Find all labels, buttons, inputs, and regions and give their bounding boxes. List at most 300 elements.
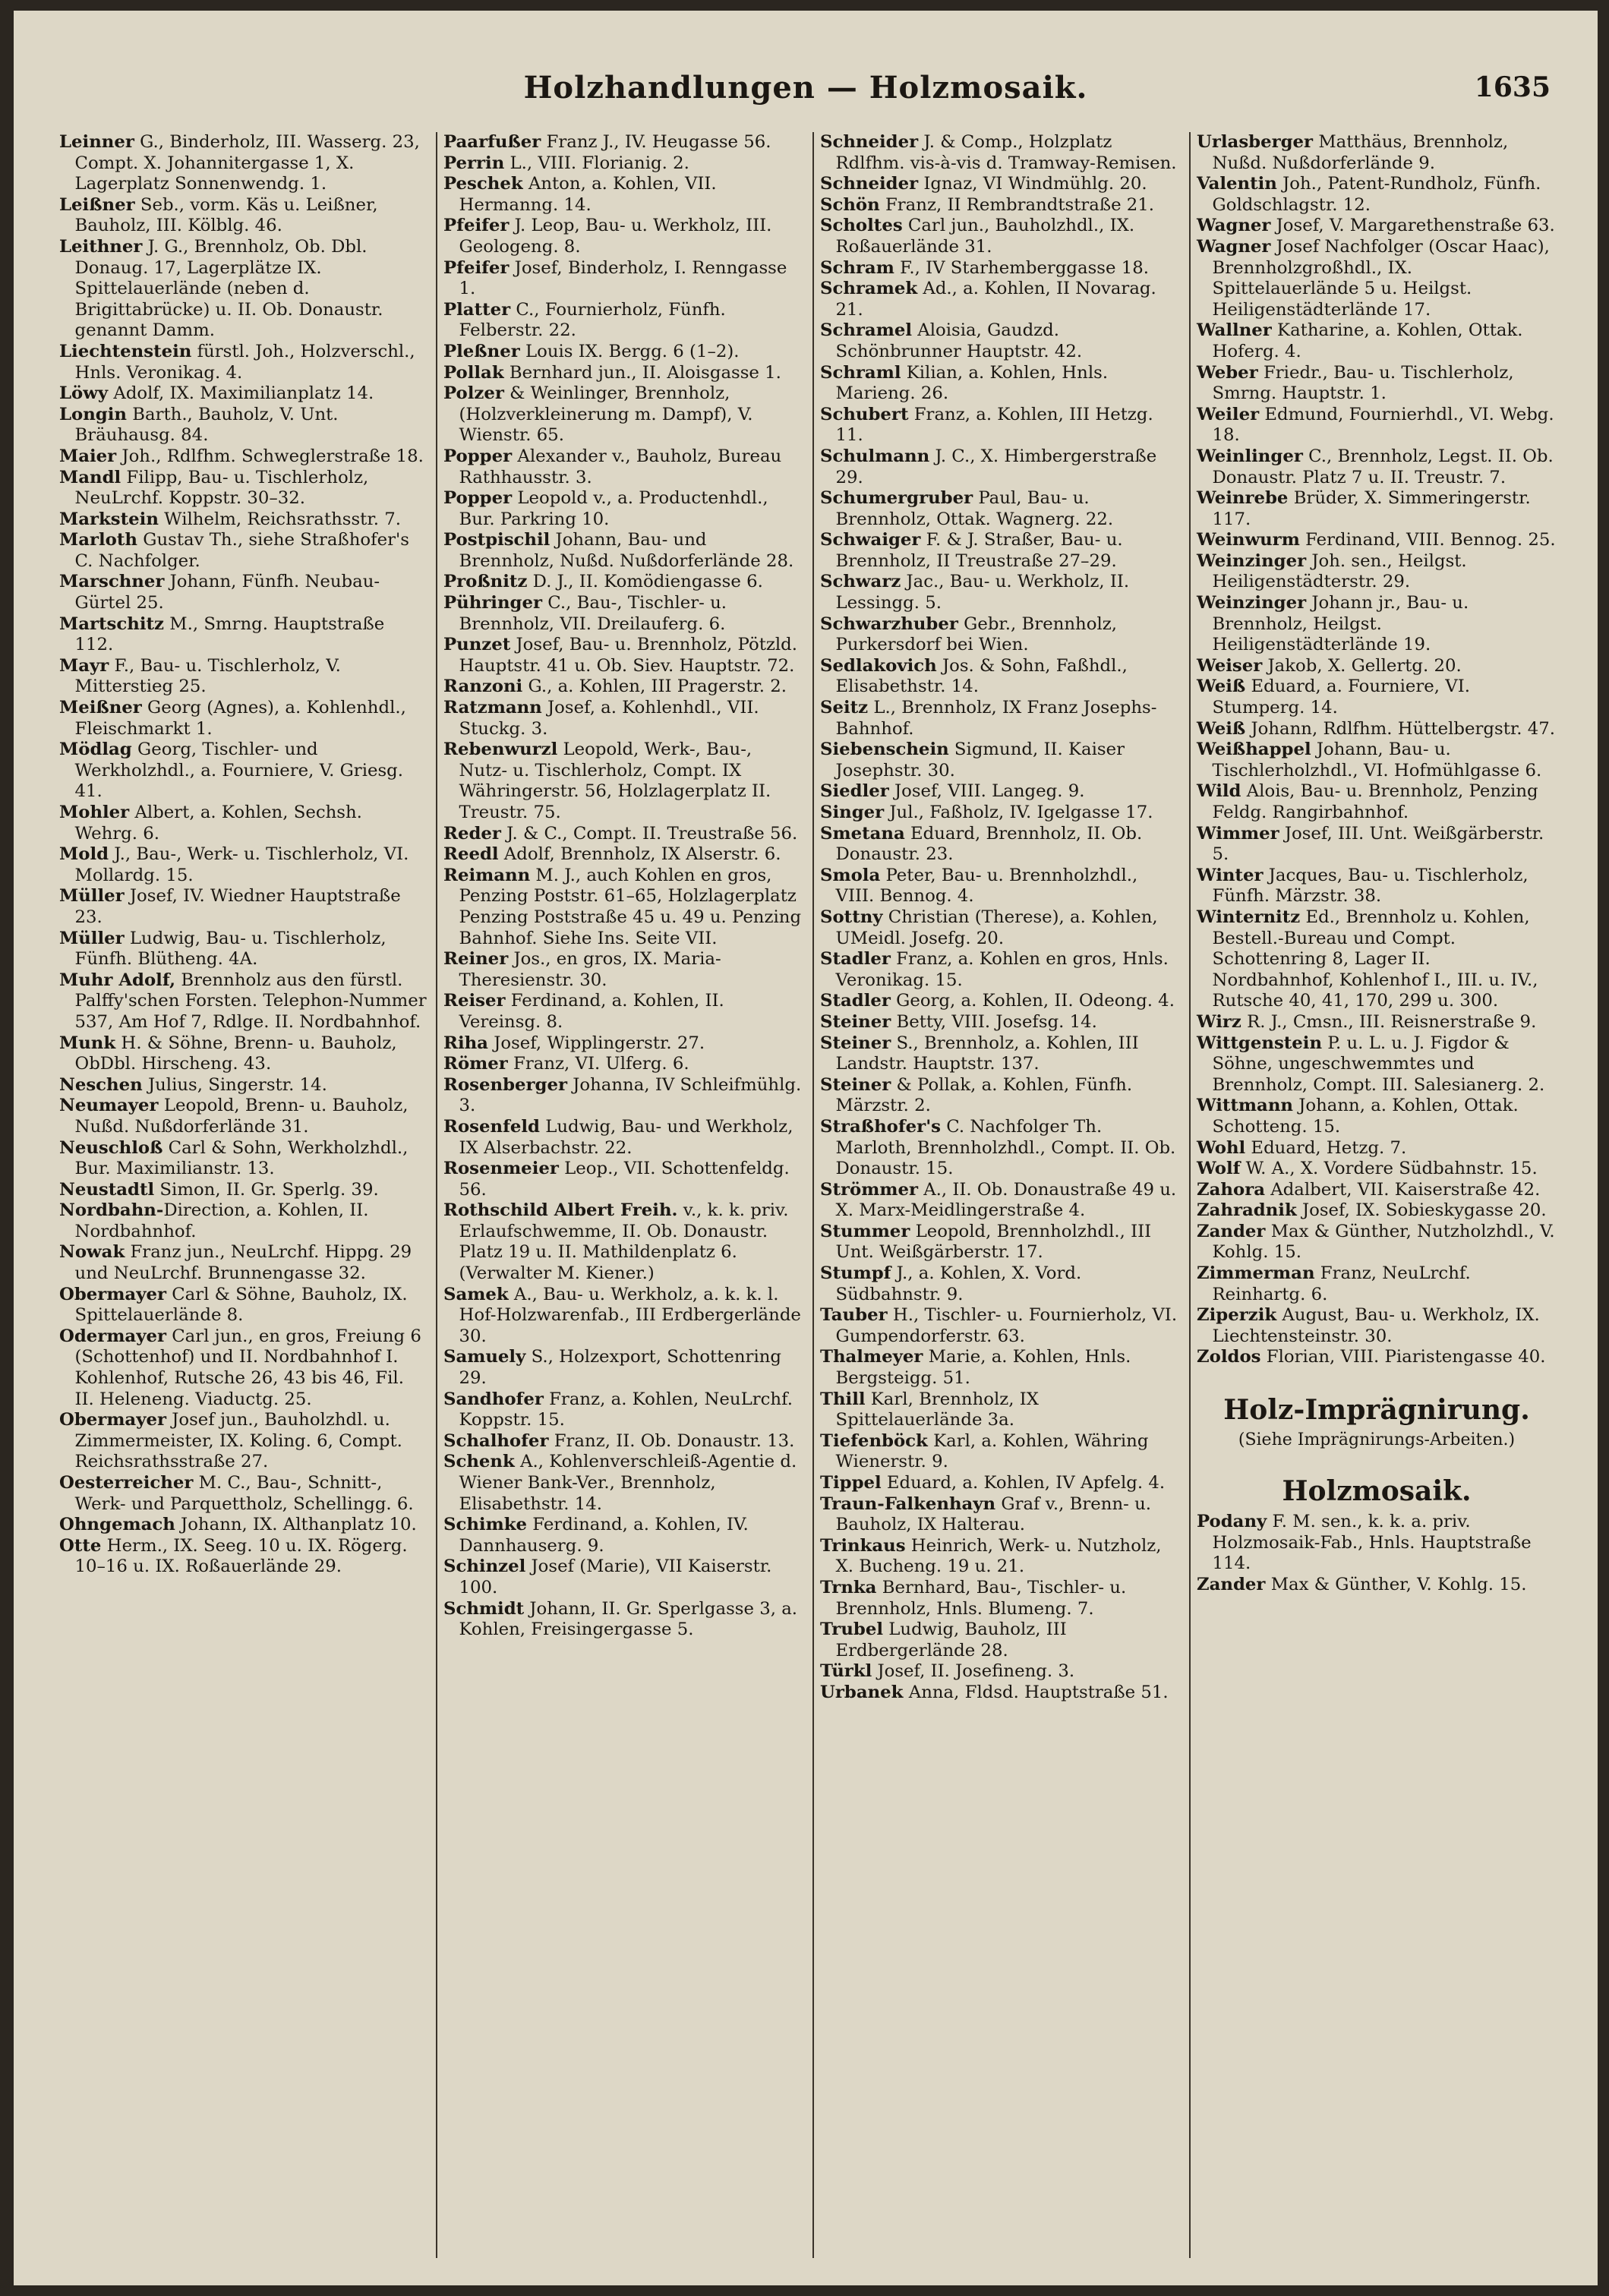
- entry-name: Weiß: [1197, 676, 1246, 697]
- entry-details: Josef, Binderholz, I. Renngasse 1.: [459, 257, 787, 299]
- entry-details: Johann, Bau- u. Tischlerholzhdl., VI. Hofmühlgasse 6.: [1212, 740, 1542, 781]
- entry-name: Scholtes: [820, 216, 903, 236]
- entry-details: Ed., Brennholz u. Kohlen, Bestell.-Bureau und Compt. Schottenring 8, Lager II. Nordbahnhof, Kohlenhof I., III. u. IV., Rutsche 40, 41, 170, 299 u. 300.: [1212, 907, 1538, 1011]
- entry-details: Ludwig, Bau- u. Tischlerholz, Fünfh. Blütheng. 4A.: [74, 928, 386, 970]
- entry-details: Franz, a. Kohlen, III Hetzg. 11.: [835, 404, 1153, 446]
- entry-name: Schramek: [820, 279, 918, 299]
- directory-entry: [820, 1578, 1180, 1620]
- directory-entry: [443, 1452, 803, 1515]
- entry-name: Neustadtl: [59, 1179, 155, 1200]
- directory-entry: [59, 740, 427, 803]
- entry-name: Winternitz: [1197, 907, 1301, 927]
- directory-entry: [443, 698, 803, 740]
- entry-details: C., Fournierholz, Fünfh. Felberstr. 22.: [459, 299, 726, 341]
- directory-entry: [1197, 488, 1557, 530]
- entry-name: Markstein: [59, 509, 159, 529]
- entry-details: Adolf, Brennholz, IX Alserstr. 6.: [498, 844, 781, 865]
- entry-details: A., Bau- u. Werkholz, a. k. k. l. Hof-Holzwarenfab., III Erdbergerlände 30.: [459, 1284, 801, 1346]
- entry-details: Eduard, a. Kohlen, IV Apfelg. 4.: [881, 1473, 1166, 1493]
- directory-entry: [1197, 1512, 1557, 1575]
- entry-details: Ad., a. Kohlen, II Novarag. 21.: [835, 279, 1156, 320]
- directory-entry: [443, 740, 803, 823]
- directory-entry: [820, 656, 1180, 698]
- entry-name: Reiser: [443, 991, 506, 1011]
- entry-details: Johann jr., Bau- u. Brennholz, Heilgst. Heiligenstädterlände 19.: [1212, 593, 1469, 655]
- entry-details: Leopold, Werk-, Bau-, Nutz- u. Tischlerholz, Compt. IX Währingerstr. 56, Holzlagerplatz II. Treustr. 75.: [459, 740, 771, 822]
- entry-name: Tauber: [820, 1305, 888, 1326]
- directory-entry: [443, 1054, 803, 1075]
- entry-name: Urlasberger: [1197, 132, 1314, 152]
- entry-details: Anton, a. Kohlen, VII. Hermanng. 14.: [459, 174, 717, 215]
- directory-entry: [1197, 656, 1557, 677]
- entry-details: Johann, IX. Althanplatz 10.: [175, 1515, 417, 1535]
- entry-details: Katharine, a. Kohlen, Ottak. Hoferg. 4.: [1212, 320, 1523, 361]
- directory-entry: [820, 1494, 1180, 1536]
- entry-name: Zoldos: [1197, 1347, 1261, 1367]
- directory-entry: [820, 740, 1180, 781]
- entry-details: Friedr., Bau- u. Tischlerholz, Smrng. Hauptstr. 1.: [1212, 362, 1514, 404]
- directory-entry: [820, 1389, 1180, 1431]
- directory-entry: [59, 1180, 427, 1201]
- entry-name: Schinzel: [443, 1556, 526, 1577]
- directory-entry: [59, 614, 427, 656]
- directory-entry: [443, 363, 803, 384]
- directory-entry: [443, 488, 803, 530]
- entry-details: C., Brennholz, Legst. II. Ob. Donaustr. Platz 7 u. II. Treustr. 7.: [1212, 446, 1554, 487]
- entry-details: Alois, Bau- u. Brennholz, Penzing Feldg. Rangirbahnhof.: [1212, 781, 1538, 822]
- section-title: Holz-Imprägnirung.: [1223, 1394, 1530, 1427]
- entry-details: fürstl. Joh., Holzverschl., Hnls. Veronikag. 4.: [74, 341, 415, 383]
- directory-entry: [1197, 405, 1557, 446]
- entry-name: Thill: [820, 1389, 866, 1409]
- entry-details: Gebr., Brennholz, Purkersdorf bei Wien.: [835, 613, 1118, 655]
- entry-details: Karl, a. Kohlen, Währing Wienerstr. 9.: [835, 1430, 1149, 1472]
- directory-entry: [820, 320, 1180, 362]
- entry-name: Schimke: [443, 1515, 527, 1535]
- entry-details: Paul, Bau- u. Brennholz, Ottak. Wagnerg. 22.: [835, 488, 1114, 529]
- entry-details: Franz, VI. Ulferg. 6.: [507, 1054, 689, 1074]
- directory-entry: [820, 530, 1180, 572]
- directory-entry: [820, 1536, 1180, 1578]
- entry-name: Mödlag: [59, 740, 132, 760]
- entry-name: Pleßner: [443, 341, 520, 361]
- entry-name: Punzet: [443, 635, 511, 655]
- directory-entry: [1197, 740, 1557, 781]
- entry-name: Mold: [59, 844, 109, 865]
- entry-details: Karl, Brennholz, IX Spittelauerlände 3a.: [835, 1389, 1040, 1430]
- directory-entry: [820, 195, 1180, 216]
- column-3: [812, 132, 1180, 2258]
- directory-entry: [1197, 551, 1557, 593]
- entry-name: Odermayer: [59, 1326, 166, 1346]
- entry-name: Peschek: [443, 174, 523, 194]
- directory-entry: [443, 1159, 803, 1200]
- entry-name: Mohler: [59, 803, 130, 822]
- entry-name: Rosenberger: [443, 1074, 567, 1095]
- entry-name: Zander: [1197, 1574, 1266, 1594]
- entry-details: Franz J., IV. Heugasse 56.: [541, 132, 771, 152]
- entry-name: Schraml: [820, 362, 901, 383]
- entry-details: Brüder, X. Simmeringerstr. 117.: [1212, 488, 1531, 529]
- entry-name: Schwaiger: [820, 530, 921, 550]
- entry-details: Jacques, Bau- u. Tischlerholz, Fünfh. Märzstr. 38.: [1212, 865, 1529, 907]
- entry-name: Wolf: [1197, 1159, 1241, 1179]
- entry-name: Römer: [443, 1054, 508, 1074]
- entry-name: Reimann: [443, 865, 531, 885]
- entry-name: Neschen: [59, 1074, 143, 1095]
- entry-details: Anna, Fldsd. Hauptstraße 51.: [903, 1682, 1169, 1702]
- directory-entry: [820, 1117, 1180, 1180]
- directory-entry: [820, 405, 1180, 446]
- directory-entry: [443, 844, 803, 866]
- entry-name: Pfeifer: [443, 257, 510, 278]
- entry-name: Ratzmann: [443, 698, 542, 718]
- entry-details: Franz, a. Kohlen, NeuLrchf. Koppstr. 15.: [459, 1389, 793, 1430]
- entry-details: M., Smrng. Hauptstraße 112.: [74, 613, 385, 655]
- entry-name: Urbanek: [820, 1682, 904, 1702]
- entry-details: Joh., Rdlfhm. Schweglerstraße 18.: [116, 446, 424, 466]
- directory-entry: [59, 1536, 427, 1578]
- entry-details: Josef Nachfolger (Oscar Haac), Brennholzgroßhdl., IX. Spittelauerlände 5 u. Heilgst. Heiligenstädterlände 17.: [1212, 236, 1550, 320]
- entry-details: Franz, II. Ob. Donaustr. 13.: [548, 1430, 795, 1451]
- directory-entry: [59, 1285, 427, 1326]
- entry-name: Smola: [820, 865, 881, 885]
- directory-entry: [820, 1347, 1180, 1389]
- entry-name: Popper: [443, 488, 513, 509]
- entry-name: Reiner: [443, 949, 509, 970]
- directory-entry: [1197, 1159, 1557, 1180]
- entry-details: Barth., Bauholz, V. Unt. Bräuhausg. 84.: [74, 404, 339, 446]
- entry-details: Aloisia, Gaudzd. Schönbrunner Hauptstr. 42.: [835, 320, 1083, 361]
- entry-name: Oesterreicher: [59, 1473, 194, 1493]
- entry-details: Alexander v., Bauholz, Bureau Rathhausstr. 3.: [459, 446, 782, 487]
- entry-details: August, Bau- u. Werkholz, IX. Liechtensteinstr. 30.: [1212, 1305, 1540, 1346]
- entry-name: Stummer: [820, 1221, 910, 1241]
- entry-name: Weißhappel: [1197, 740, 1311, 760]
- entry-name: Ziperzik: [1197, 1305, 1277, 1326]
- entry-name: Schalhofer: [443, 1430, 549, 1451]
- entry-details: Marie, a. Kohlen, Hnls. Bergsteigg. 51.: [835, 1347, 1131, 1389]
- entry-name: Pfeifer: [443, 216, 510, 236]
- entry-name: Schulmann: [820, 446, 930, 466]
- entry-details: Bernhard, Bau-, Tischler- u. Brennholz, Hnls. Blumeng. 7.: [835, 1577, 1127, 1619]
- entry-details: Josef, II. Josefineng. 3.: [872, 1661, 1075, 1682]
- entry-details: Carl & Sohn, Werkholzhdl., Bur. Maximilianstr. 13.: [74, 1137, 409, 1179]
- directory-page: [14, 11, 1598, 2285]
- directory-entry: [59, 195, 427, 237]
- entry-name: Weber: [1197, 362, 1258, 383]
- entry-details: Wilhelm, Reichsrathsstr. 7.: [158, 509, 401, 529]
- entry-name: Marschner: [59, 572, 165, 592]
- entry-name: Martschitz: [59, 613, 164, 634]
- entry-name: Siebenschein: [820, 740, 949, 760]
- entry-name: Straßhofer's: [820, 1116, 942, 1137]
- entry-name: Rosenmeier: [443, 1159, 559, 1179]
- directory-entry: [443, 1285, 803, 1348]
- directory-entry: [59, 1326, 427, 1410]
- entry-name: Müller: [59, 928, 125, 948]
- entry-name: Seitz: [820, 698, 869, 718]
- entry-details: Gustav Th., siehe Straßhofer's C. Nachfolger.: [74, 530, 409, 571]
- directory-entry: [443, 1200, 803, 1284]
- directory-entry: [59, 132, 427, 195]
- entry-name: Muhr Adolf,: [59, 970, 176, 990]
- entry-details: Direction, a. Kohlen, II. Nordbahnhof.: [74, 1200, 369, 1241]
- entry-details: P. u. L. u. J. Figdor & Söhne, ungeschwemmtes und Brennholz, Compt. III. Salesianerg. 2.: [1212, 1033, 1545, 1095]
- entry-name: Postpischil: [443, 530, 551, 550]
- directory-entry: [820, 258, 1180, 279]
- directory-entry: [443, 132, 803, 153]
- directory-entry: [443, 1389, 803, 1431]
- entry-details: Bernhard jun., II. Aloisgasse 1.: [503, 362, 781, 383]
- entry-details: G., a. Kohlen, III Pragerstr. 2.: [522, 676, 787, 697]
- entry-details: Carl jun., en gros, Freiung 6 (Schottenhof) und II. Nordbahnhof I. Kohlenhof, Rutsche 26, 43 bis 46, Fil. II. Heleneng. Viaductg. 25.: [74, 1326, 421, 1409]
- directory-entry: [820, 949, 1180, 991]
- entry-name: Steiner: [820, 1011, 891, 1032]
- entry-details: F., IV Starhemberggasse 18.: [894, 257, 1150, 278]
- entry-details: Carl & Söhne, Bauholz, IX. Spittelauerlände 8.: [74, 1284, 408, 1326]
- entry-details: Josef (Marie), VII Kaiserstr. 100.: [459, 1556, 772, 1597]
- entry-name: Schramel: [820, 320, 912, 341]
- entry-name: Pühringer: [443, 593, 542, 613]
- section-title: Holzmosaik.: [1282, 1475, 1472, 1508]
- directory-entry: [59, 237, 427, 342]
- directory-entry: [1197, 1096, 1557, 1137]
- entry-name: Schenk: [443, 1452, 515, 1472]
- entry-name: Marloth: [59, 530, 137, 550]
- directory-entry: [1197, 1347, 1557, 1368]
- entry-name: Zimmerman: [1197, 1263, 1315, 1284]
- entry-details: A., II. Ob. Donaustraße 49 u. X. Marx-Meidlingerstraße 4.: [835, 1179, 1177, 1221]
- directory-entry: [1197, 237, 1557, 320]
- directory-entry: [1197, 1263, 1557, 1305]
- directory-entry: [1197, 1200, 1557, 1222]
- column-1: [59, 132, 427, 2258]
- entry-details: Johann, Fünfh. Neubau-Gürtel 25.: [74, 572, 380, 613]
- directory-entry: [820, 1683, 1180, 1704]
- directory-entry: [820, 824, 1180, 866]
- entry-details: C., Bau-, Tischler- u. Brennholz, VII. Dreilauferg. 6.: [459, 593, 727, 634]
- directory-entry: [1197, 363, 1557, 405]
- entry-name: Leinner: [59, 132, 134, 152]
- entry-details: Edmund, Fournierhdl., VI. Webg. 18.: [1212, 404, 1554, 446]
- entry-name: Tippel: [820, 1473, 882, 1493]
- entry-details: Josef, IX. Sobieskygasse 20.: [1296, 1200, 1547, 1221]
- entry-details: Adolf, IX. Maximilianplatz 14.: [108, 383, 374, 404]
- entry-name: Neumayer: [59, 1096, 159, 1116]
- entry-name: Zahora: [1197, 1179, 1265, 1200]
- entry-details: Eduard, a. Fourniere, VI. Stumperg. 14.: [1212, 676, 1470, 718]
- directory-entry: [820, 1263, 1180, 1305]
- entry-details: v., k. k. priv. Erlaufschwemme, II. Ob. Donaustr. Platz 19 u. II. Mathildenplatz 6. (Verwalter M. Kiener.): [459, 1200, 789, 1284]
- entry-details: Leopold v., a. Productenhdl., Bur. Parkring 10.: [459, 488, 768, 529]
- entry-details: Josef, Wipplingerstr. 27.: [487, 1033, 705, 1053]
- entry-details: C. Nachfolger Th. Marloth, Brennholzhdl., Compt. II. Ob. Donaustr. 15.: [835, 1116, 1176, 1179]
- directory-entry: [59, 1410, 427, 1473]
- directory-entry: [59, 572, 427, 613]
- directory-entry: [443, 593, 803, 635]
- entry-name: Wittmann: [1197, 1096, 1293, 1116]
- entry-details: F., Bau- u. Tischlerholz, V. Mitterstieg 25.: [74, 655, 341, 697]
- entry-details: Johann, Bau- und Brennholz, Nußd. Nußdorferlände 28.: [459, 530, 794, 571]
- entry-details: F. & J. Straßer, Bau- u. Brennholz, II Treustraße 27–29.: [835, 530, 1123, 571]
- entry-name: Schneider: [820, 132, 919, 152]
- directory-entry: [59, 468, 427, 509]
- directory-entry: [59, 530, 427, 572]
- entry-name: Mandl: [59, 467, 121, 487]
- directory-entry: [443, 991, 803, 1033]
- entry-name: Mayr: [59, 655, 109, 676]
- section-note: (Siehe Imprägnirungs-Arbeiten.): [1238, 1430, 1516, 1450]
- entry-details: Ferdinand, VIII. Bennog. 25.: [1299, 530, 1556, 550]
- directory-entry: [1197, 719, 1557, 740]
- directory-entry: [820, 1431, 1180, 1473]
- directory-entry: [59, 656, 427, 698]
- entry-details: J. C., X. Himbergerstraße 29.: [835, 446, 1157, 487]
- entry-details: Jac., Bau- u. Werkholz, II. Lessingg. 5.: [835, 572, 1130, 613]
- entry-name: Trnka: [820, 1577, 877, 1597]
- directory-entry: [59, 886, 427, 928]
- entry-details: R. J., Cmsn., III. Reisnerstraße 9.: [1241, 1011, 1537, 1032]
- entry-name: Reder: [443, 823, 501, 844]
- entry-details: Eduard, Hetzg. 7.: [1245, 1137, 1407, 1158]
- directory-entry: [59, 970, 427, 1033]
- entry-name: Stadler: [820, 991, 891, 1011]
- entry-details: S., Brennholz, a. Kohlen, III Landstr. Hauptstr. 137.: [835, 1033, 1139, 1074]
- directory-entry: [443, 1599, 803, 1641]
- entry-details: Heinrich, Werk- u. Nutzholz, X. Bucheng. 19 u. 21.: [835, 1535, 1162, 1577]
- entry-name: Obermayer: [59, 1410, 166, 1430]
- directory-entry: [443, 1515, 803, 1556]
- directory-entry: [443, 342, 803, 363]
- entry-details: J., a. Kohlen, X. Vord. Südbahnstr. 9.: [835, 1263, 1082, 1304]
- entry-details: L., VIII. Florianig. 2.: [504, 153, 689, 173]
- entry-name: Popper: [443, 446, 513, 466]
- directory-entry: [443, 300, 803, 342]
- entry-details: & Weinlinger, Brennholz, (Holzverkleinerung m. Dampf), V. Wienstr. 65.: [459, 383, 753, 446]
- entry-name: Podany: [1197, 1512, 1267, 1532]
- entry-details: Adalbert, VII. Kaiserstraße 42.: [1264, 1179, 1541, 1200]
- entry-details: Josef, Bau- u. Brennholz, Pötzld. Hauptstr. 41 u. Ob. Siev. Hauptstr. 72.: [459, 635, 797, 676]
- entry-name: Platter: [443, 299, 511, 320]
- entry-details: Simon, II. Gr. Sperlg. 39.: [154, 1179, 379, 1200]
- entry-details: Jul., Faßholz, IV. Igelgasse 17.: [884, 803, 1153, 822]
- directory-entry: [443, 153, 803, 175]
- entry-details: Franz, II Rembrandtstraße 21.: [879, 194, 1155, 215]
- entry-name: Meißner: [59, 698, 142, 718]
- entry-details: Peter, Bau- u. Brennholzhdl., VIII. Bennog. 4.: [835, 865, 1138, 907]
- directory-entry: [1197, 907, 1557, 1012]
- entry-name: Sottny: [820, 907, 883, 927]
- directory-entry: [1197, 593, 1557, 656]
- entry-details: D. J., II. Komödiengasse 6.: [527, 572, 763, 592]
- directory-entry: [820, 907, 1180, 949]
- entry-name: Liechtenstein: [59, 341, 192, 361]
- entry-details: Jos. & Sohn, Faßhdl., Elisabethstr. 14.: [835, 655, 1128, 697]
- directory-entry: [1197, 824, 1557, 866]
- entry-details: J. G., Brennholz, Ob. Dbl. Donaug. 17, Lagerplätze IX. Spittelauerlände (neben d. Brigittabrücke) u. II. Ob. Donaustr. genannt Damm.: [74, 236, 383, 341]
- entry-name: Ohngemach: [59, 1515, 175, 1535]
- directory-entry: [443, 676, 803, 698]
- entry-details: Georg (Agnes), a. Kohlenhdl., Fleischmarkt 1.: [74, 698, 406, 739]
- entry-name: Munk: [59, 1033, 116, 1053]
- entry-name: Traun-Falkenhayn: [820, 1493, 996, 1514]
- directory-entry: [820, 1222, 1180, 1263]
- entry-name: Türkl: [820, 1661, 872, 1682]
- directory-entry: [820, 216, 1180, 257]
- directory-entry: [1197, 1575, 1557, 1596]
- directory-entry: [820, 1075, 1180, 1117]
- entry-name: Thalmeyer: [820, 1347, 923, 1367]
- entry-name: Neuschloß: [59, 1137, 163, 1158]
- entry-details: Brennholz aus den fürstl. Palffy'schen Forsten. Telephon-Nummer 537, Am Hof 7, Rdlge. II. Nordbahnhof.: [74, 970, 427, 1032]
- entry-name: Strömmer: [820, 1179, 918, 1200]
- entry-details: H., Tischler- u. Fournierholz, VI. Gumpendorferstr. 63.: [835, 1305, 1178, 1346]
- entry-name: Schram: [820, 257, 894, 278]
- directory-entry: [820, 1620, 1180, 1661]
- directory-entry: [1197, 781, 1557, 823]
- directory-entry: [59, 1096, 427, 1137]
- entry-details: Louis IX. Bergg. 6 (1–2).: [519, 341, 740, 361]
- entry-details: F. M. sen., k. k. a. priv. Holzmosaik-Fab., Hnls. Hauptstraße 114.: [1212, 1512, 1532, 1574]
- entry-name: Winter: [1197, 865, 1264, 885]
- entry-details: Ferdinand, a. Kohlen, IV. Dannhauserg. 9.: [459, 1515, 749, 1556]
- entry-name: Sedlakovich: [820, 655, 937, 676]
- entry-name: Trinkaus: [820, 1535, 906, 1556]
- entry-details: Jakob, X. Gellertg. 20.: [1262, 655, 1462, 676]
- entry-details: Ignaz, VI Windmühlg. 20.: [918, 174, 1147, 194]
- directory-entry: [443, 824, 803, 845]
- directory-entry: [1197, 1012, 1557, 1033]
- entry-name: Valentin: [1197, 174, 1277, 194]
- directory-entry: [820, 991, 1180, 1012]
- entry-name: Schneider: [820, 174, 919, 194]
- entry-details: Georg, Tischler- und Werkholzhdl., a. Fourniere, V. Griesg. 41.: [74, 740, 404, 802]
- entry-name: Weinlinger: [1197, 446, 1303, 466]
- entry-name: Zahradnik: [1197, 1200, 1297, 1221]
- directory-entry: [443, 383, 803, 446]
- entry-name: Riha: [443, 1033, 488, 1053]
- directory-entry: [443, 174, 803, 216]
- entry-details: Ferdinand, a. Kohlen, II. Vereinsg. 8.: [459, 991, 724, 1032]
- directory-entry: [443, 1431, 803, 1452]
- directory-entry: [1197, 1138, 1557, 1159]
- entry-name: Stadler: [820, 949, 891, 970]
- running-head: Holzhandlungen — Holzmosaik.: [523, 70, 1088, 106]
- entry-name: Wallner: [1197, 320, 1272, 341]
- entry-name: Schubert: [820, 404, 909, 424]
- entry-details: Josef, a. Kohlenhdl., VII. Stuckg. 3.: [459, 698, 759, 739]
- entry-name: Schmidt: [443, 1598, 525, 1619]
- entry-name: Pollak: [443, 362, 504, 383]
- entry-details: J. & Comp., Holzplatz Rdlfhm. vis-à-vis d. Tramway-Remisen.: [835, 132, 1177, 173]
- entry-name: Schwarzhuber: [820, 613, 958, 634]
- entry-details: Max & Günther, V. Kohlg. 15.: [1265, 1574, 1527, 1594]
- directory-entry: [59, 1033, 427, 1075]
- directory-entry: [443, 866, 803, 949]
- directory-entry: [820, 363, 1180, 405]
- directory-entry: [820, 488, 1180, 530]
- entry-details: Leop., VII. Schottenfeldg. 56.: [459, 1159, 790, 1200]
- entry-details: Josef, V. Margarethenstraße 63.: [1270, 216, 1555, 236]
- directory-entry: [820, 803, 1180, 824]
- entry-details: Betty, VIII. Josefsg. 14.: [891, 1011, 1097, 1032]
- directory-entry: [443, 1117, 803, 1159]
- entry-details: Joh. sen., Heilgst. Heiligenstädterstr. 29.: [1212, 550, 1467, 592]
- directory-entry: [443, 572, 803, 593]
- entry-details: Eduard, Brennholz, II. Ob. Donaustr. 23.: [835, 823, 1143, 865]
- entry-details: M. J., auch Kohlen en gros, Penzing Poststr. 61–65, Holzlagerplatz Penzing Poststraße 45 u. 49 u. Penzing Bahnhof. Siehe Ins. Seite VII.: [459, 865, 802, 948]
